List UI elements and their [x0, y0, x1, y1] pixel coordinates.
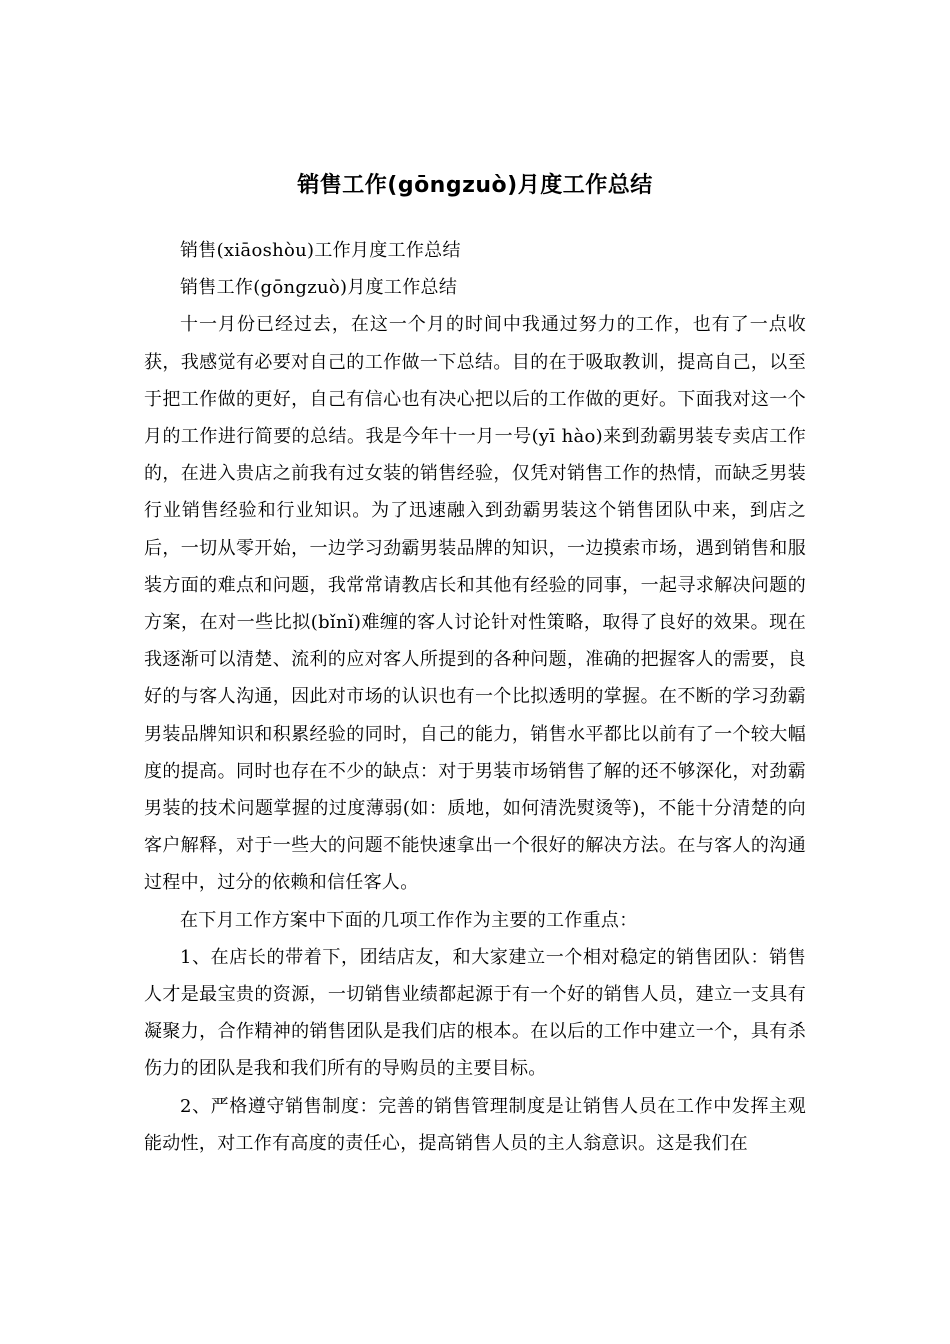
paragraph-subtitle-1: 销售(xiāoshòu)工作月度工作总结	[180, 240, 461, 261]
paragraph-plan-item-2: 2、严格遵守销售制度：完善的销售管理制度是让销售人员在工作中发挥主观能动性，对工作有高度的责任心，提高销售人员的主人翁意识。这是我们在	[144, 1095, 806, 1154]
paragraph-plan-intro: 在下月工作方案中下面的几项工作作为主要的工作重点：	[180, 909, 638, 931]
document-body	[144, 232, 806, 1162]
paragraph-subtitle-2: 销售工作(gōngzuò)月度工作总结	[180, 277, 458, 299]
paragraph-plan-item-1: 1、在店长的带着下，团结店友，和大家建立一个相对稳定的销售团队：销售人才是最宝贵的资源，一切销售业绩都起源于有一个好的销售人员，建立一支具有凝聚力，合作精神的销售团队是我们店的根本。在以后的工作中建立一个，具有杀伤力的团队是我和我们所有的导购员的主要目标。	[144, 946, 806, 1080]
document-title: 销售工作(gōngzuò)月度工作总结	[297, 172, 653, 198]
paragraph-summary: 十一月份已经过去，在这一个月的时间中我通过努力的工作，也有了一点收获，我感觉有必要对自己的工作做一下总结。目的在于吸取教训，提高自己，以至于把工作做的更好，自己有信心也有决心把以后的工作做的更好。下面我对这一个月的工作进行简要的总结。我是今年十一月一号(yī hào)来到劲霸男装专卖店工作的，在进入贵店之前我有过女装的销售经验，仅凭对销售工作的热情，而缺乏男装行业销售经验和行业知识。为了迅速融入到劲霸男装这个销售团队中来，到店之后，一切从零开始，一边学习劲霸男装品牌的知识，一边摸索市场，遇到销售和服装方面的难点和问题，我常常请教店长和其他有经验的同事，一起寻求解决问题的方案，在对一些比拟(bǐnǐ)难缠的客人讨论针对性策略，取得了良好的效果。现在我逐渐可以清楚、流利的应对客人所提到的各种问题，准确的把握客人的需要，良好的与客人沟通，因此对市场的认识也有一个比拟透明的掌握。在不断的学习劲霸男装品牌知识和积累经验的同时，自己的能力，销售水平都比以前有了一个较大幅度的提高。同时也存在不少的缺点：对于男装市场销售了解的还不够深化，对劲霸男装的技术问题掌握的过度薄弱(如：质地，如何清洗熨烫等)，不能十分清楚的向客户解释，对于一些大的问题不能快速拿出一个很好的解决方法。在与客人的沟通过程中，过分的依赖和信任客人。	[144, 314, 806, 894]
